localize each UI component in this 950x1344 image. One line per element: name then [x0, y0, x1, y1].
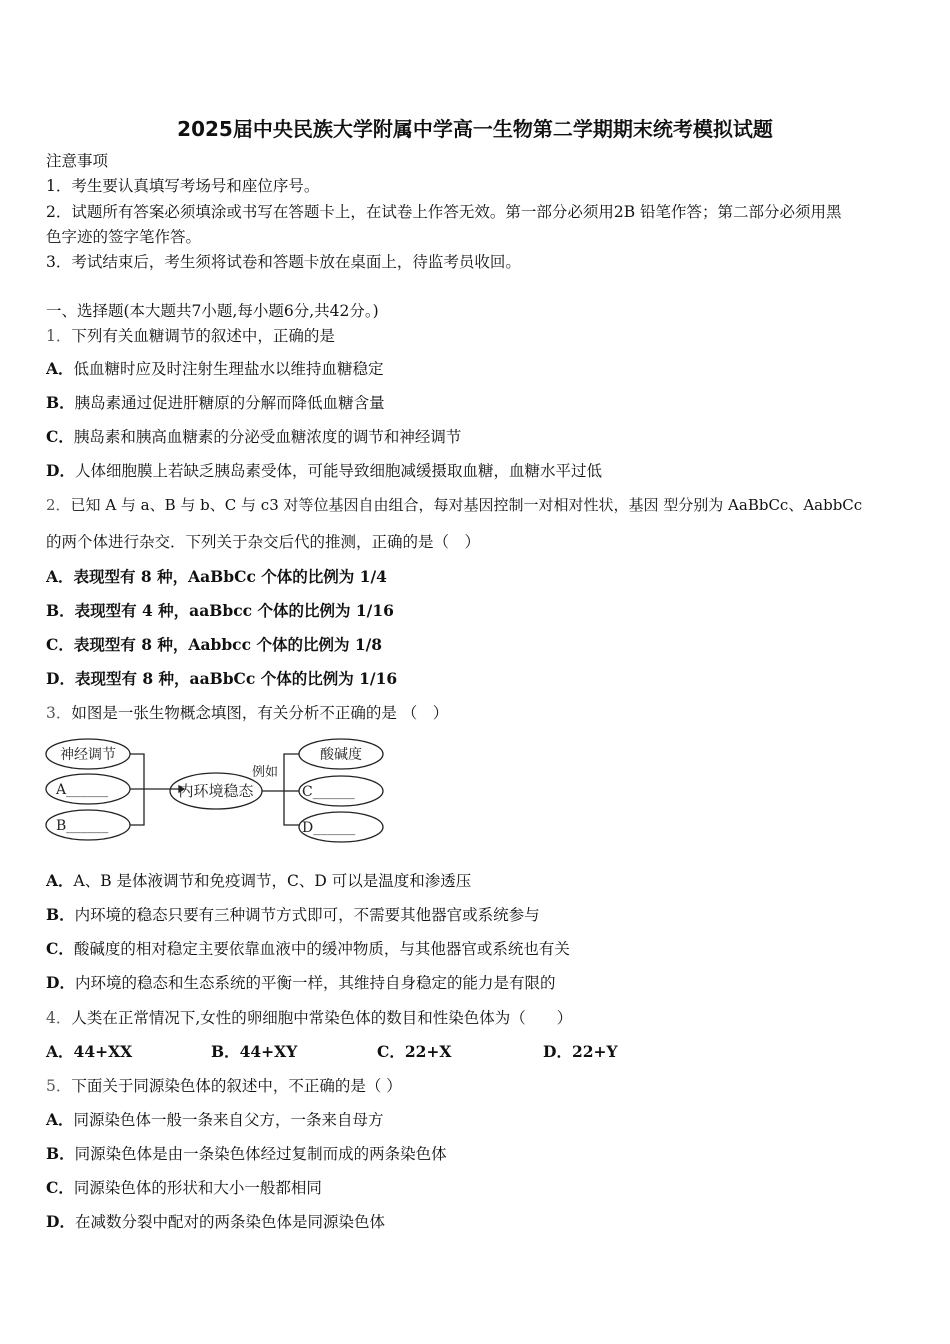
option	[46, 393, 385, 413]
diagram-node: 神经调节	[60, 747, 116, 763]
notice-item: 色字迹的签字笔作答。	[46, 228, 202, 246]
option-text: 在减数分裂中配对的两条染色体是同源染色体	[74, 1213, 385, 1231]
option-text: 人体细胞膜上若缺乏胰岛素受体，可能导致细胞减缓摄取血糖，血糖水平过低	[74, 462, 602, 480]
option-letter: B．	[211, 1042, 240, 1061]
question-number: 3．	[46, 704, 72, 722]
diagram-node: B______	[56, 818, 109, 834]
option-text: 表现型有 8 种，aaBbCc 个体的比例为 1/16	[74, 669, 398, 688]
option-text: 同源染色体是由一条染色体经过复制而成的两条染色体	[74, 1145, 447, 1163]
option	[46, 973, 555, 993]
option-text: 同源染色体一般一条来自父方，一条来自母方	[73, 1111, 384, 1129]
option-letter: D．	[46, 461, 75, 480]
option-text: 低血糖时应及时注射生理盐水以维持血糖稳定	[73, 360, 384, 378]
notice-heading: 注意事项	[46, 152, 109, 170]
option-letter: D．	[46, 669, 75, 688]
stem-text: 人类在正常情况下,女性的卵细胞中常染色体的数目和性染色体为（ ）	[71, 1009, 573, 1027]
question-number: 2．	[46, 496, 71, 514]
stem-text: 下列有关血糖调节的叙述中，正确的是	[71, 327, 335, 345]
option-letter: B．	[46, 905, 75, 924]
question-5-stem	[46, 1076, 402, 1096]
option-letter: C．	[377, 1042, 405, 1061]
option	[46, 939, 570, 959]
page-title: 2025届中央民族大学附属中学高一生物第二学期期末统考模拟试题	[177, 117, 773, 141]
option-letter: B．	[46, 1144, 75, 1163]
option	[46, 601, 394, 621]
concept-diagram	[44, 734, 384, 846]
stem-text: 下面关于同源染色体的叙述中，不正确的是（ ）	[71, 1077, 402, 1095]
option	[46, 871, 471, 891]
option	[46, 1212, 385, 1232]
option-letter: A．	[46, 871, 74, 890]
option	[46, 669, 397, 689]
option-text: 22+X	[404, 1042, 452, 1061]
option-text: 表现型有 8 种，Aabbcc 个体的比例为 1/8	[73, 635, 383, 654]
option-text: 酸碱度的相对稳定主要依靠血液中的缓冲物质，与其他器官或系统也有关	[73, 940, 570, 958]
option	[46, 635, 382, 655]
option	[377, 1042, 451, 1062]
section-heading: 一、选择题(本大题共7小题,每小题6分,共42分。)	[46, 302, 379, 320]
option	[211, 1042, 297, 1062]
option-text: 胰岛素通过促进肝糖原的分解而降低血糖含量	[74, 394, 385, 412]
option-text: 44+XX	[73, 1042, 133, 1061]
option-text: 胰岛素和胰高血糖素的分泌受血糖浓度的调节和神经调节	[73, 428, 462, 446]
option-letter: C．	[46, 939, 74, 958]
option-letter: C．	[46, 427, 74, 446]
option	[46, 1178, 322, 1198]
question-number: 5．	[46, 1077, 72, 1095]
option-letter: D．	[46, 973, 75, 992]
option-letter: D．	[543, 1042, 572, 1061]
diagram-node: 酸碱度	[320, 747, 362, 763]
option-letter: A．	[46, 1042, 74, 1061]
option-text: 内环境的稳态只要有三种调节方式即可，不需要其他器官或系统参与	[74, 906, 540, 924]
option	[46, 1110, 384, 1130]
stem-text: 已知 A 与 a、B 与 b、C 与 c3 对等位基因自由组合，每对基因控制一对相对性状，基因 型分别为 AaBbCc、AabbCc	[70, 496, 863, 514]
question-1-stem	[46, 326, 335, 346]
diagram-node: C______	[302, 784, 355, 800]
diagram-center-node: 内环境稳态	[178, 782, 254, 800]
question-2-stem-cont: 的两个体进行杂交．下列关于杂交后代的推测，正确的是（ ）	[46, 533, 481, 551]
option-text: 同源染色体的形状和大小一般都相同	[73, 1179, 322, 1197]
option-text: 表现型有 8 种，AaBbCc 个体的比例为 1/4	[73, 567, 387, 586]
option	[46, 461, 602, 481]
option	[46, 905, 540, 925]
question-4-stem	[46, 1008, 572, 1028]
option-text: 22+Y	[571, 1042, 618, 1061]
diagram-label: 例如	[252, 765, 279, 780]
option-letter: C．	[46, 635, 74, 654]
option-text: 表现型有 4 种，aaBbcc 个体的比例为 1/16	[74, 601, 394, 620]
option	[46, 359, 384, 379]
stem-text: 如图是一张生物概念填图，有关分析不正确的是 （ ）	[71, 704, 449, 722]
option-letter: D．	[46, 1212, 75, 1231]
option-letter: B．	[46, 393, 75, 412]
notice-item: 1．考生要认真填写考场号和座位序号。	[46, 177, 320, 195]
diagram-node: A______	[56, 782, 109, 798]
option-letter: C．	[46, 1178, 74, 1197]
option	[46, 427, 461, 447]
question-3-stem	[46, 703, 448, 723]
option-text: 内环境的稳态和生态系统的平衡一样，其维持自身稳定的能力是有限的	[74, 974, 556, 992]
option-text: A、B 是体液调节和免疫调节，C、D 可以是温度和渗透压	[73, 872, 472, 890]
option	[46, 567, 387, 587]
question-number: 1．	[46, 327, 72, 345]
notice-item: 2．试题所有答案必须填涂或书写在答题卡上，在试卷上作答无效。第一部分必须用2B 铅笔作答；第二部分必须用黑	[46, 203, 842, 221]
option-text: 44+XY	[239, 1042, 298, 1061]
option-letter: A．	[46, 359, 74, 378]
option-letter: B．	[46, 601, 75, 620]
question-number: 4．	[46, 1009, 72, 1027]
option	[46, 1042, 132, 1062]
option-letter: A．	[46, 1110, 74, 1129]
question-2-stem	[46, 495, 862, 515]
diagram-node: D______	[302, 820, 356, 836]
option-letter: A．	[46, 567, 74, 586]
option	[46, 1144, 447, 1164]
notice-item: 3．考试结束后，考生须将试卷和答题卡放在桌面上，待监考员收回。	[46, 253, 521, 271]
option	[543, 1042, 618, 1062]
